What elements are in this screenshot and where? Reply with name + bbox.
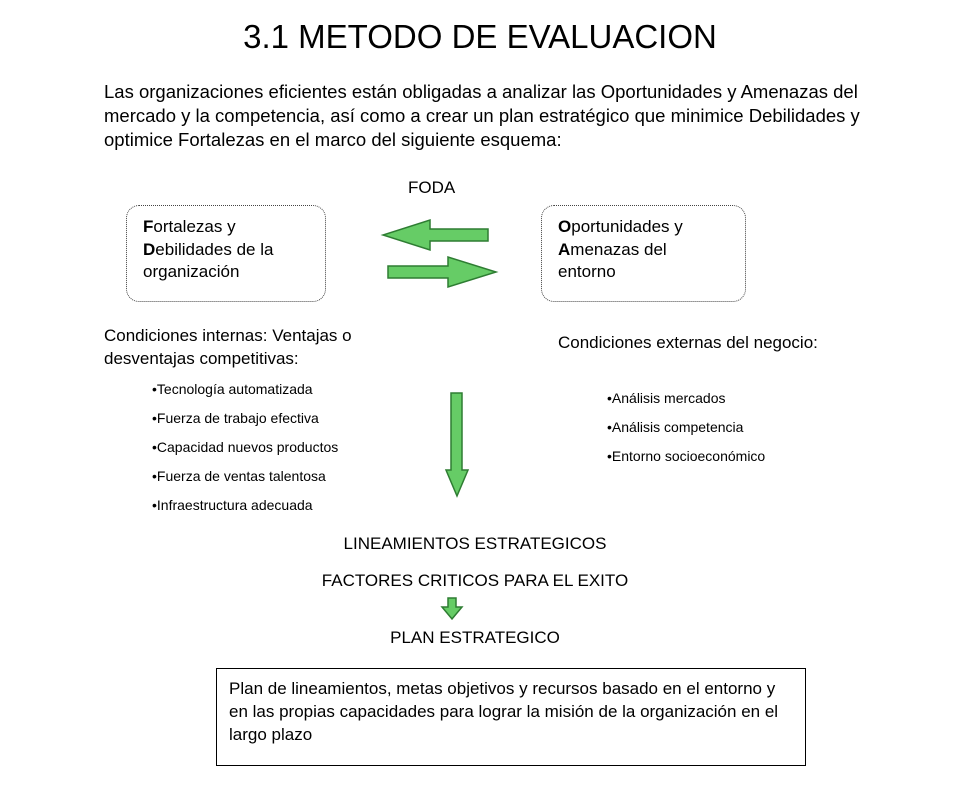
critical-factors-label: FACTORES CRITICOS PARA EL EXITO: [321, 571, 629, 590]
list-item: • Capacidad nuevos productos: [152, 433, 338, 462]
arrow-right-icon: [388, 257, 496, 287]
arrow-down-small-icon: [442, 598, 462, 619]
intro-paragraph: Las organizaciones eficientes están obligadas a analizar las Oportunidades y Amenazas del mercado y la competencia, así como a crear un plan estratégico que minimice Debilidades y optimice Fortalezas en el marco del siguiente esquema:: [104, 81, 860, 150]
box-external-line1: Oportunidades y: [558, 217, 683, 236]
strategic-plan-label: PLAN ESTRATEGICO: [390, 628, 560, 647]
strategic-plan-description: Plan de lineamientos, metas objetivos y recursos basado en el entorno y en las propias capacidades para lograr la misión de la organización en el largo plazo: [216, 668, 806, 766]
list-item: • Infraestructura adecuada: [152, 491, 338, 520]
external-conditions-heading: Condiciones externas del negocio:: [558, 333, 818, 352]
arrow-left-icon: [383, 220, 488, 250]
list-item: • Análisis competencia: [607, 413, 765, 442]
external-conditions-list: [607, 384, 765, 471]
box-internal-line1: Fortalezas y: [143, 217, 236, 236]
foda-label: FODA: [408, 178, 456, 197]
box-external-line3: entorno: [558, 262, 616, 281]
box-internal-line3: organización: [143, 262, 240, 281]
strategic-guidelines-label: LINEAMIENTOS ESTRATEGICOS: [343, 534, 607, 553]
arrow-down-icon: [446, 393, 468, 496]
list-item: • Entorno socioeconómico: [607, 442, 765, 471]
internal-conditions-heading: Condiciones internas: Ventajas o desventajas competitivas:: [104, 326, 352, 368]
box-external-line2: Amenazas del: [558, 239, 667, 259]
internal-conditions-list: [152, 375, 338, 520]
list-item: • Fuerza de trabajo efectiva: [152, 404, 338, 433]
box-internal-line2: Debilidades de la: [143, 239, 274, 259]
list-item: • Tecnología automatizada: [152, 375, 338, 404]
list-item: • Análisis mercados: [607, 384, 765, 413]
page-title: 3.1 METODO DE EVALUACION: [243, 18, 717, 55]
list-item: • Fuerza de ventas talentosa: [152, 462, 338, 491]
